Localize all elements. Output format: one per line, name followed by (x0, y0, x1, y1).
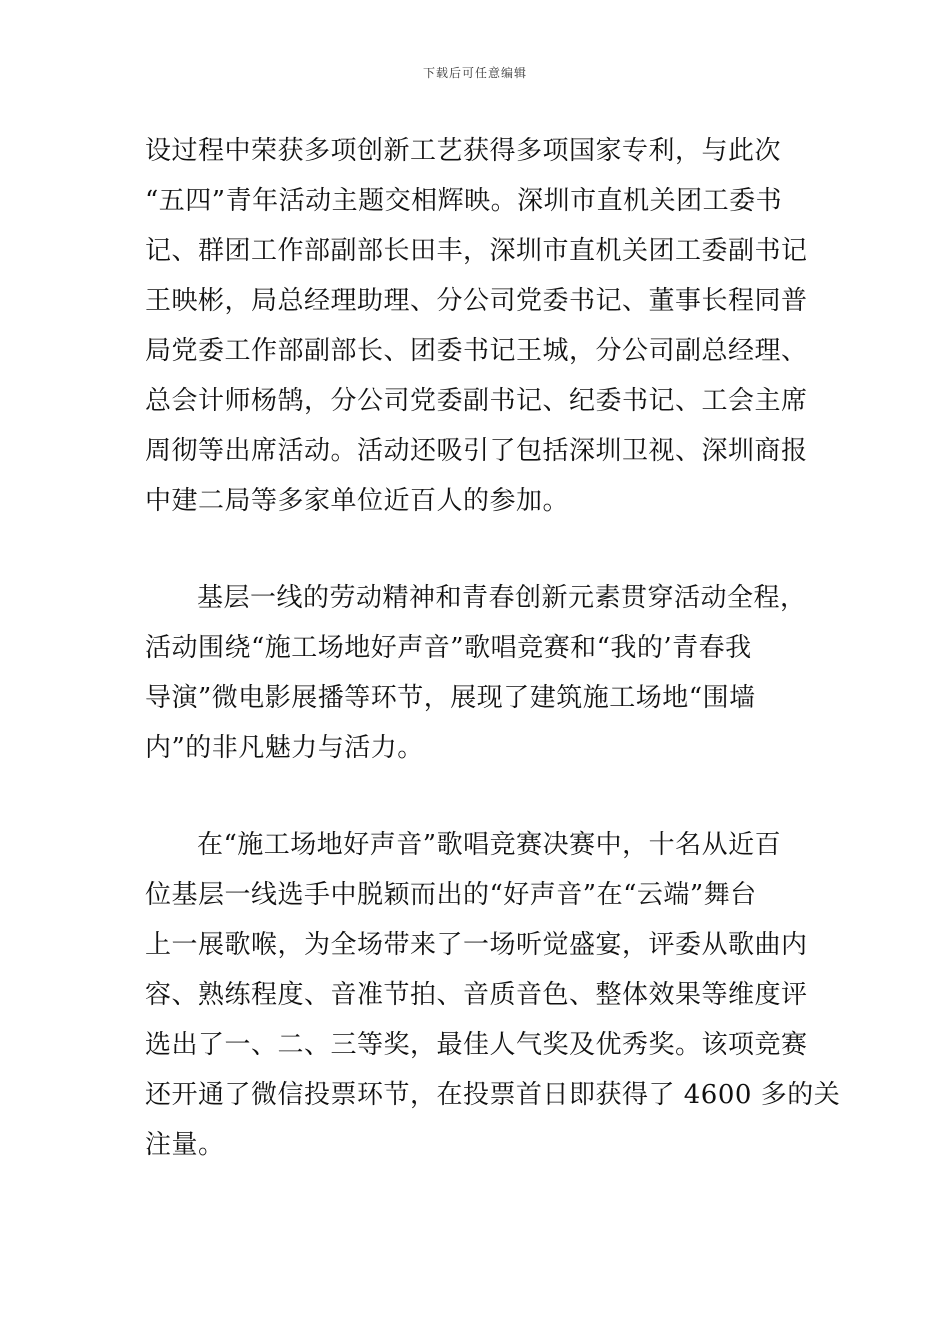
text-line: 在“施工场地好声音”歌唱竞赛决赛中，十名从近百 (197, 830, 782, 860)
text-line: 容、熟练程度、音准节拍、音质音色、整体效果等维度评 (145, 980, 808, 1010)
text-line: 活动围绕“施工场地好声音”歌唱竞赛和“我的’青春我 (145, 633, 752, 663)
text-line: 中建二局等多家单位近百人的参加。 (145, 486, 570, 516)
text-line: 设过程中荣获多项创新工艺获得多项国家专利，与此次 (145, 136, 782, 166)
text-line: “五四”青年活动主题交相辉映。深圳市直机关团工委书 (145, 186, 783, 216)
text-line: 周彻等出席活动。活动还吸引了包括深圳卫视、深圳商报 (145, 436, 808, 466)
text-line: 注量。 (145, 1130, 225, 1160)
text-line: 位基层一线选手中脱颖而出的“好声音”在“云端”舞台 (145, 880, 757, 910)
text-line: 选出了一、二、三等奖，最佳人气奖及优秀奖。该项竞赛 (145, 1030, 808, 1060)
text-line: 王映彬，局总经理助理、分公司党委书记、董事长程同普 (145, 286, 808, 316)
text-line: 总会计师杨鹄，分公司党委副书记、纪委书记、工会主席 (145, 386, 808, 416)
text-line: 上一展歌喉，为全场带来了一场听觉盛宴，评委从歌曲内 (145, 930, 808, 960)
text-line: 内”的非凡魅力与活力。 (145, 733, 424, 763)
page-header-note: 下载后可任意编辑 (422, 66, 527, 80)
text-line: 还开通了微信投票环节，在投票首日即获得了 4600 多的关 (145, 1080, 841, 1110)
text-line: 基层一线的劳动精神和青春创新元素贯穿活动全程， (197, 583, 807, 613)
text-line: 局党委工作部副部长、团委书记王城，分公司副总经理、 (145, 336, 808, 366)
text-line: 记、群团工作部副部长田丰，深圳市直机关团工委副书记 (145, 236, 808, 266)
text-line: 导演”微电影展播等环节，展现了建筑施工场地“围墙 (145, 683, 756, 713)
